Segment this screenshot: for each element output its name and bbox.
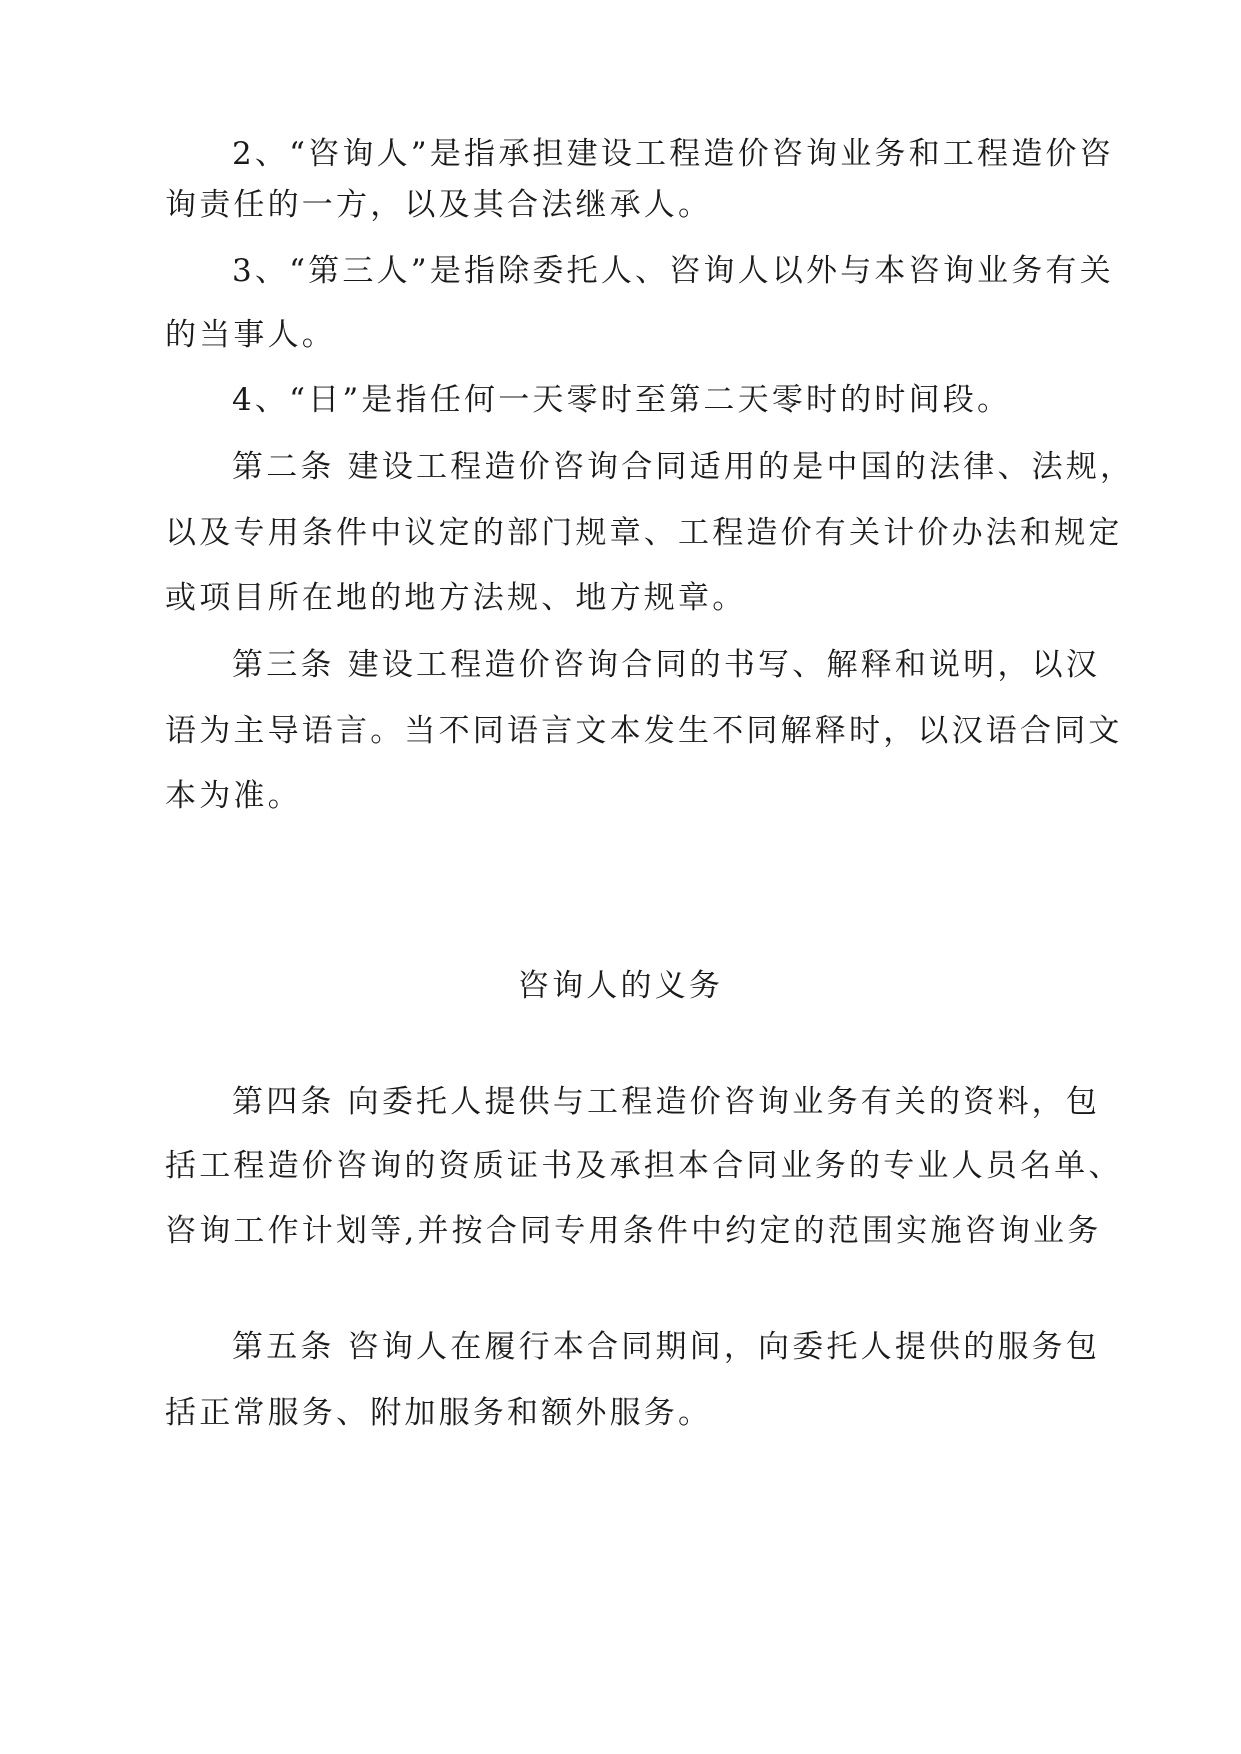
article-5-line-1: 第五条 咨询人在履行本合同期间，向委托人提供的服务包 xyxy=(232,1329,1101,1365)
article-4-line-3: 咨询工作计划等,并按合同专用条件中约定的范围实施咨询业务 xyxy=(165,1213,1102,1249)
article-5-line-2: 括正常服务、附加服务和额外服务。 xyxy=(165,1395,713,1431)
clause-3-definition-line-1: 3、“第三人”是指除委托人、咨询人以外与本咨询业务有关 xyxy=(232,253,1114,289)
article-2-line-2: 以及专用条件中议定的部门规章、工程造价有关计价办法和规定 xyxy=(165,515,1123,551)
article-3-line-1: 第三条 建设工程造价咨询合同的书写、解释和说明，以汉 xyxy=(232,647,1101,683)
article-4-line-2: 括工程造价咨询的资质证书及承担本合同业务的专业人员名单、 xyxy=(165,1148,1123,1184)
clause-3-definition-line-2: 的当事人。 xyxy=(165,317,336,353)
clause-2-definition-line-1: 2、“咨询人”是指承担建设工程造价咨询业务和工程造价咨 xyxy=(232,136,1114,172)
article-4-line-1: 第四条 向委托人提供与工程造价咨询业务有关的资料，包 xyxy=(232,1084,1101,1120)
article-2-line-1: 第二条 建设工程造价咨询合同适用的是中国的法律、法规， xyxy=(232,449,1135,485)
article-3-line-2: 语为主导语言。当不同语言文本发生不同解释时，以汉语合同文 xyxy=(165,713,1123,749)
section-title: 咨询人的义务 xyxy=(517,968,724,1004)
article-3-line-3: 本为准。 xyxy=(165,778,302,814)
clause-4-definition-line: 4、“日”是指任何一天零时至第二天零时的时间段。 xyxy=(232,382,1012,418)
article-2-line-3: 或项目所在地的地方法规、地方规章。 xyxy=(165,580,747,616)
clause-2-definition-line-2: 询责任的一方，以及其合法继承人。 xyxy=(165,187,713,223)
